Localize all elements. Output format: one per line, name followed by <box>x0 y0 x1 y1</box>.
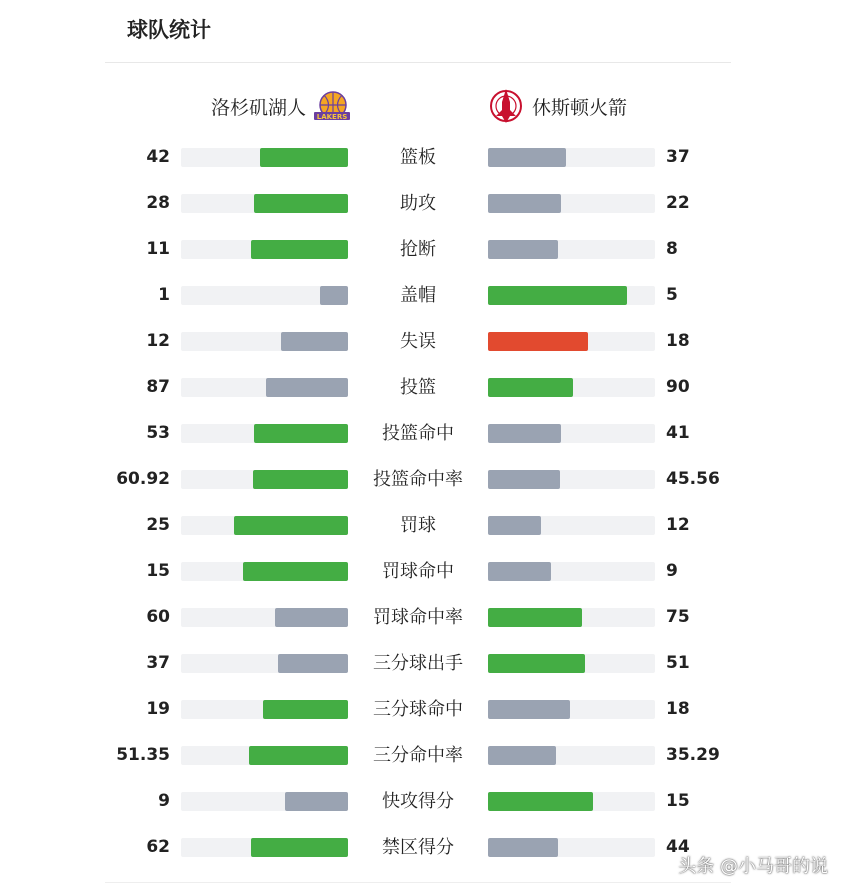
stat-row <box>0 789 846 813</box>
away-stat-value: 37 <box>666 147 690 167</box>
stat-row <box>0 743 846 767</box>
home-stat-bar-track <box>181 424 348 443</box>
home-stat-bar <box>251 240 348 259</box>
home-stat-value: 11 <box>146 239 170 259</box>
stat-row <box>0 329 846 353</box>
away-stat-value: 12 <box>666 515 690 535</box>
home-stat-bar-track <box>181 746 348 765</box>
home-stat-value: 15 <box>146 561 170 581</box>
away-stat-bar-track <box>488 332 655 351</box>
stat-row <box>0 283 846 307</box>
away-stat-bar-track <box>488 378 655 397</box>
home-stat-bar-track <box>181 516 348 535</box>
stat-row <box>0 697 846 721</box>
stat-label: 投篮 <box>400 377 436 398</box>
away-stat-value: 41 <box>666 423 690 443</box>
away-stat-bar <box>488 608 582 627</box>
home-stat-bar <box>254 424 348 443</box>
home-stat-value: 87 <box>146 377 170 397</box>
away-stat-value: 5 <box>666 285 678 305</box>
home-stat-bar <box>254 194 348 213</box>
home-stat-bar-track <box>181 194 348 213</box>
home-stat-bar <box>260 148 349 167</box>
away-stat-bar-track <box>488 286 655 305</box>
stat-row <box>0 237 846 261</box>
stat-label: 罚球命中率 <box>373 607 463 628</box>
away-stat-bar <box>488 516 541 535</box>
svg-text:LAKERS: LAKERS <box>316 113 348 121</box>
away-stat-bar <box>488 240 558 259</box>
stat-label: 盖帽 <box>400 285 436 306</box>
home-stat-value: 60 <box>146 607 170 627</box>
home-stat-value: 19 <box>146 699 170 719</box>
away-stat-value: 35.29 <box>666 745 720 765</box>
away-stat-bar-track <box>488 424 655 443</box>
away-stat-bar <box>488 562 551 581</box>
home-stat-bar-track <box>181 286 348 305</box>
away-stat-bar-track <box>488 470 655 489</box>
home-stat-value: 60.92 <box>116 469 170 489</box>
away-stat-bar-track <box>488 148 655 167</box>
home-stat-value: 28 <box>146 193 170 213</box>
home-stat-bar-track <box>181 838 348 857</box>
home-stat-bar <box>249 746 348 765</box>
away-stat-value: 90 <box>666 377 690 397</box>
home-stat-value: 1 <box>158 285 170 305</box>
home-stat-bar-track <box>181 240 348 259</box>
home-stat-bar <box>243 562 348 581</box>
stat-label: 三分球出手 <box>373 653 463 674</box>
away-stat-bar <box>488 286 627 305</box>
stat-label: 投篮命中率 <box>373 469 463 490</box>
stat-row <box>0 375 846 399</box>
away-stat-bar <box>488 424 561 443</box>
stat-label: 三分球命中 <box>373 699 463 720</box>
away-stat-bar-track <box>488 194 655 213</box>
stat-label: 投篮命中 <box>382 423 454 444</box>
home-stat-bar-track <box>181 654 348 673</box>
stat-label: 禁区得分 <box>382 837 454 858</box>
stat-label: 罚球 <box>400 515 436 536</box>
away-stat-value: 9 <box>666 561 678 581</box>
footer-divider <box>105 882 731 883</box>
away-stat-value: 75 <box>666 607 690 627</box>
stat-row <box>0 421 846 445</box>
home-stat-bar <box>234 516 348 535</box>
stat-row <box>0 467 846 491</box>
home-team-name: 洛杉矶湖人 <box>211 96 307 119</box>
home-stat-bar <box>253 470 348 489</box>
stat-label: 失误 <box>400 331 436 352</box>
away-stat-bar-track <box>488 792 655 811</box>
away-stat-bar <box>488 746 556 765</box>
away-stat-bar-track <box>488 838 655 857</box>
stat-label: 罚球命中 <box>382 561 454 582</box>
watermark: 头条 @小马哥的说 <box>678 856 828 877</box>
away-stat-bar-track <box>488 516 655 535</box>
away-stat-value: 18 <box>666 331 690 351</box>
home-stat-bar <box>281 332 348 351</box>
away-stat-bar-track <box>488 700 655 719</box>
away-stat-bar <box>488 838 558 857</box>
away-stat-bar <box>488 470 560 489</box>
home-stat-bar <box>320 286 348 305</box>
away-stat-bar-track <box>488 654 655 673</box>
home-stat-value: 53 <box>146 423 170 443</box>
stat-row <box>0 145 846 169</box>
home-stat-bar-track <box>181 608 348 627</box>
away-stat-value: 18 <box>666 699 690 719</box>
stat-row <box>0 191 846 215</box>
stat-row <box>0 605 846 629</box>
away-stat-value: 44 <box>666 837 690 857</box>
home-stat-value: 42 <box>146 147 170 167</box>
away-stat-bar <box>488 654 585 673</box>
away-stat-value: 15 <box>666 791 690 811</box>
away-stat-bar <box>488 332 588 351</box>
home-stat-value: 62 <box>146 837 170 857</box>
away-stat-value: 45.56 <box>666 469 720 489</box>
home-stat-bar <box>266 378 348 397</box>
home-stat-bar-track <box>181 470 348 489</box>
away-stat-value: 51 <box>666 653 690 673</box>
header-divider <box>105 62 731 63</box>
home-stat-bar <box>251 838 348 857</box>
home-stat-bar <box>275 608 348 627</box>
home-stat-value: 25 <box>146 515 170 535</box>
away-stat-bar-track <box>488 608 655 627</box>
home-team[interactable] <box>211 84 358 128</box>
away-stat-bar <box>488 194 561 213</box>
stat-label: 助攻 <box>400 193 436 214</box>
away-team-name: 休斯顿火箭 <box>532 96 628 119</box>
home-stat-bar <box>285 792 348 811</box>
away-stat-value: 22 <box>666 193 690 213</box>
home-stat-bar-track <box>181 792 348 811</box>
home-stat-value: 37 <box>146 653 170 673</box>
stat-label: 抢断 <box>400 239 436 260</box>
away-stat-bar <box>488 148 566 167</box>
home-stat-value: 12 <box>146 331 170 351</box>
away-team[interactable] <box>480 84 627 128</box>
home-stat-bar-track <box>181 378 348 397</box>
stat-row <box>0 651 846 675</box>
home-stat-bar-track <box>181 332 348 351</box>
away-stat-bar-track <box>488 562 655 581</box>
away-stat-bar-track <box>488 240 655 259</box>
away-stat-bar <box>488 700 570 719</box>
home-stat-value: 9 <box>158 791 170 811</box>
stat-row <box>0 559 846 583</box>
home-stat-bar-track <box>181 562 348 581</box>
away-stat-bar <box>488 792 593 811</box>
away-stat-bar <box>488 378 573 397</box>
lakers-logo-icon <box>312 86 352 126</box>
home-stat-value: 51.35 <box>116 745 170 765</box>
home-stat-bar-track <box>181 700 348 719</box>
home-stat-bar-track <box>181 148 348 167</box>
home-stat-bar <box>263 700 348 719</box>
stat-label: 快攻得分 <box>382 791 454 812</box>
away-stat-value: 8 <box>666 239 678 259</box>
page-title: 球队统计 <box>127 18 211 42</box>
rockets-logo-icon <box>486 86 526 126</box>
away-stat-bar-track <box>488 746 655 765</box>
stat-label: 篮板 <box>400 147 436 168</box>
stat-row <box>0 513 846 537</box>
stat-label: 三分命中率 <box>373 745 463 766</box>
home-stat-bar <box>278 654 348 673</box>
